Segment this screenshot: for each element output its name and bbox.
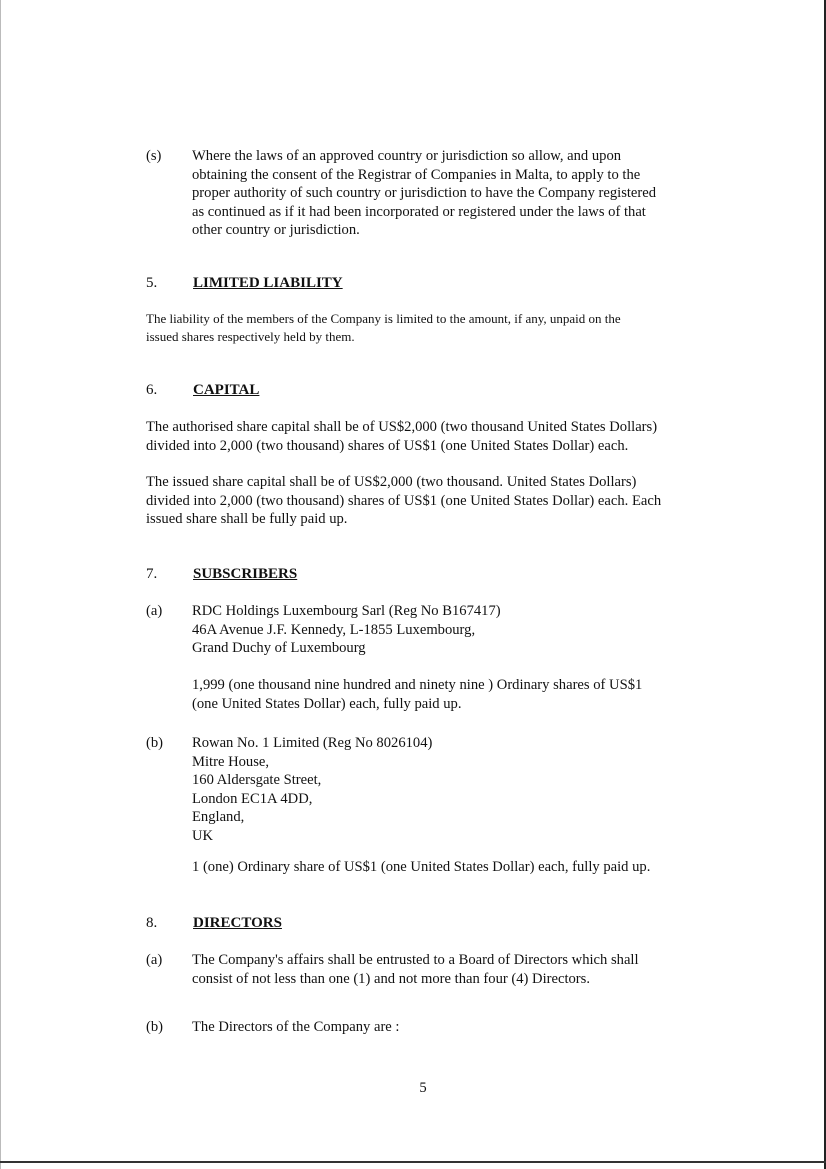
text-line: Rowan No. 1 Limited (Reg No 8026104) — [192, 735, 433, 751]
text-line: 1,999 (one thousand nine hundred and ninety nine ) Ordinary shares of US$1 — [192, 677, 643, 693]
subscriber-b-address — [192, 734, 698, 845]
text-line: England, — [192, 809, 245, 825]
clause-label: (b) — [146, 1019, 164, 1035]
text-line: issued share shall be fully paid up. — [146, 511, 348, 527]
text-line: consist of not less than one (1) and not more than four (4) Directors. — [192, 970, 590, 987]
text-line: London EC1A 4DD, — [192, 790, 313, 807]
page-edge-left — [0, 0, 1, 1169]
limited-liability-text — [146, 310, 698, 346]
text-line: The liability of the members of the Company is limited to the amount, if any, unpaid on the — [146, 311, 621, 326]
text-line: as continued as if it had been incorporated or registered under the laws of that — [192, 203, 646, 220]
capital-authorised-text — [146, 418, 698, 455]
text-line: proper authority of such country or jurisdiction to have the Company registered — [192, 185, 657, 201]
clause-text — [192, 147, 698, 240]
section-number: 7. — [146, 566, 158, 582]
text-line: Mitre House, — [192, 753, 270, 770]
subscriber-b-shares-text: 1 (one) Ordinary share of US$1 (one United States Dollar) each, fully paid up. — [192, 859, 651, 875]
text-line: Where the laws of an approved country or jurisdiction so allow, and upon — [192, 148, 622, 164]
text-line: UK — [192, 827, 214, 844]
page-number: 5 — [419, 1080, 427, 1096]
text-line: RDC Holdings Luxembourg Sarl (Reg No B167417) — [192, 603, 501, 619]
subscriber-a-shares-text — [192, 676, 698, 713]
text-line: obtaining the consent of the Registrar of Companies in Malta, to apply to the — [192, 166, 641, 183]
section-number: 5. — [146, 275, 158, 291]
text-line: The issued share capital shall be of US$2,000 (two thousand. United States Dollars) — [146, 474, 637, 490]
section-number: 8. — [146, 915, 158, 931]
directors-clause-b-text: The Directors of the Company are : — [192, 1019, 400, 1035]
section-title-capital: CAPITAL — [193, 382, 260, 398]
text-line: issued shares respectively held by them. — [146, 329, 355, 344]
subscriber-a-address — [192, 602, 698, 658]
section-title-limited-liability: LIMITED LIABILITY — [193, 275, 343, 291]
clause-label: (s) — [146, 148, 162, 164]
text-line: 46A Avenue J.F. Kennedy, L-1855 Luxembourg, — [192, 621, 476, 638]
text-line: 160 Aldersgate Street, — [192, 772, 322, 788]
clause-label: (b) — [146, 735, 164, 751]
clause-label: (a) — [146, 603, 163, 619]
text-line: divided into 2,000 (two thousand) shares of US$1 (one United States Dollar) each. — [146, 437, 629, 454]
clause-label: (a) — [146, 952, 163, 968]
text-line: The authorised share capital shall be of US$2,000 (two thousand United States Dollars) — [146, 419, 658, 435]
directors-clause-a-text — [192, 951, 698, 988]
section-title-subscribers: SUBSCRIBERS — [193, 566, 298, 582]
capital-issued-text — [146, 473, 698, 529]
text-line: (one United States Dollar) each, fully paid up. — [192, 695, 462, 712]
section-title-directors: DIRECTORS — [193, 915, 282, 931]
text-line: The Company's affairs shall be entrusted to a Board of Directors which shall — [192, 952, 639, 968]
section-number: 6. — [146, 382, 158, 398]
page-edge-bottom — [0, 1161, 826, 1163]
text-line: Grand Duchy of Luxembourg — [192, 640, 366, 656]
text-line: other country or jurisdiction. — [192, 222, 360, 238]
text-line: divided into 2,000 (two thousand) shares of US$1 (one United States Dollar) each. Each — [146, 492, 662, 509]
